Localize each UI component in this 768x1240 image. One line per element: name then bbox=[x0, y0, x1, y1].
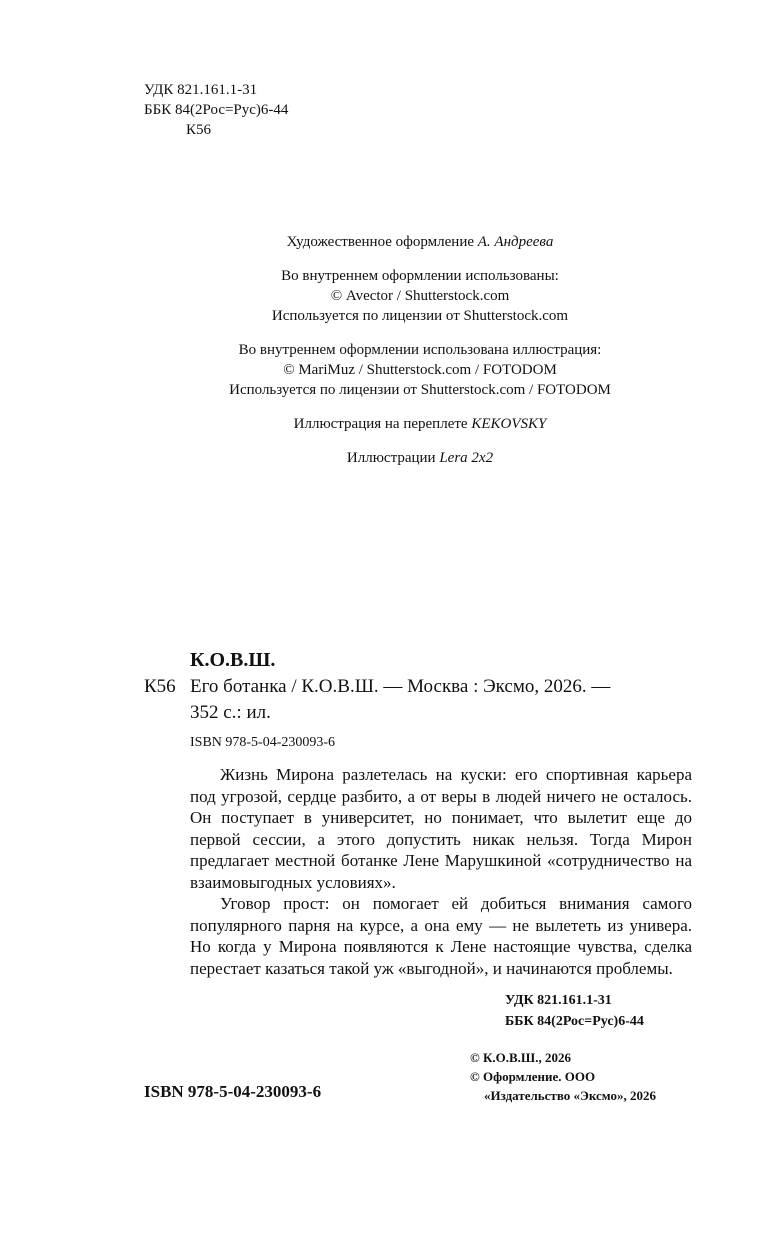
interior2-line2: © MariMuz / Shutterstock.com / FOTODOM bbox=[283, 362, 557, 378]
isbn-main: ISBN 978-5-04-230093-6 bbox=[144, 1082, 322, 1101]
catalog-entry-line2: 352 с.: ил. bbox=[190, 702, 271, 723]
udk-code: УДК 821.161.1-31 bbox=[144, 82, 258, 98]
catalog-entry-row bbox=[144, 674, 692, 700]
cover-label: Иллюстрация на переплете bbox=[293, 416, 472, 432]
illustrations-label: Иллюстрации bbox=[346, 450, 440, 466]
copyright-author: © К.О.В.Ш., 2026 bbox=[470, 1050, 571, 1065]
top-classification-codes bbox=[144, 80, 288, 140]
catalog-entry bbox=[144, 646, 692, 979]
illustrator-name: Lera 2x2 bbox=[439, 450, 494, 466]
copyright-block bbox=[470, 1048, 656, 1105]
interior2-line3: Используется по лицензии от Shutterstock.com / FOTODOM bbox=[229, 382, 611, 398]
interior2-line1: Во внутреннем оформлении использована иллюстрация: bbox=[238, 342, 602, 358]
credits-block bbox=[120, 232, 720, 482]
bottom-bbk: ББК 84(2Рос=Рус)6-44 bbox=[505, 1014, 644, 1029]
design-label: Художественное оформление bbox=[286, 234, 478, 250]
cover-credit bbox=[120, 414, 720, 434]
author-mark: К56 bbox=[186, 122, 212, 138]
annotation bbox=[190, 764, 692, 979]
interior-credit-2 bbox=[120, 340, 720, 400]
bbk-code: ББК 84(2Рос=Рус)6-44 bbox=[144, 102, 289, 118]
design-credit bbox=[120, 232, 720, 252]
copyright-design: © Оформление. ООО bbox=[470, 1069, 596, 1084]
interior1-line3: Используется по лицензии от Shutterstock.com bbox=[271, 308, 569, 324]
catalog-author: К.О.В.Ш. bbox=[190, 649, 276, 671]
interior-credit-1 bbox=[120, 266, 720, 326]
annotation-paragraph-1: Жизнь Мирона разлетелась на куски: его спортивная карьера под угрозой, сердце разбито, а от веры в людей ничего не осталось. Он поступает в университет, но понимает, что вылетит еще до первой сессии, а этого допустить никак нельзя. Тогда Мирон предлагает местной ботанке Лене Марушкиной «сотрудничество на взаимовыгодных условиях». bbox=[190, 765, 692, 892]
bottom-udk: УДК 821.161.1-31 bbox=[505, 993, 612, 1008]
annotation-paragraph-2: Уговор прост: он помогает ей добиться внимания самого популярного парня на курсе, а она ему — не вылететь из универа. Но когда у Мирона появляются к Лене настоящие чувства, сделка перестает казаться такой уж «выгодной», и начинаются проблемы. bbox=[190, 894, 692, 978]
illustrations-credit bbox=[120, 448, 720, 468]
designer-name: А. Андреева bbox=[477, 234, 554, 250]
catalog-code: К56 bbox=[144, 676, 176, 697]
interior1-line1: Во внутреннем оформлении использованы: bbox=[281, 268, 559, 284]
copyright-publisher: «Издательство «Эксмо», 2026 bbox=[484, 1088, 656, 1103]
cover-artist: KEKOVSKY bbox=[471, 416, 547, 432]
bottom-classification-codes bbox=[505, 990, 644, 1032]
catalog-isbn: ISBN 978-5-04-230093-6 bbox=[190, 735, 336, 750]
interior1-line2: © Avector / Shutterstock.com bbox=[330, 288, 510, 304]
catalog-entry-line1: Его ботанка / К.О.В.Ш. — Москва : Эксмо, 2026. — bbox=[190, 676, 611, 697]
